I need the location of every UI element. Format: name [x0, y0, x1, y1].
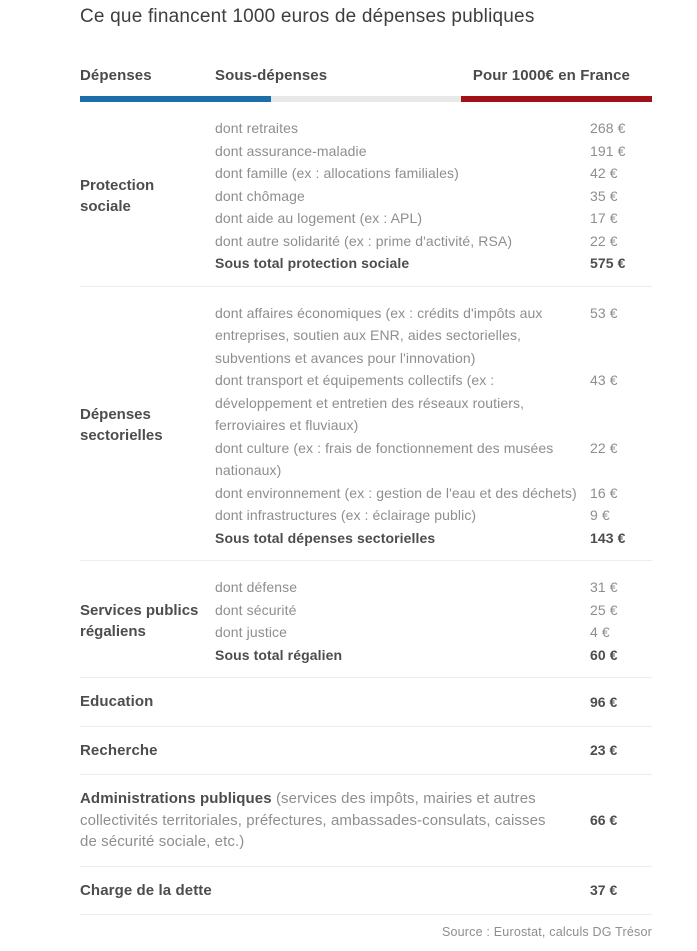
column-header-pour-1000-euros: Pour 1000€ en France — [472, 67, 630, 84]
sub-expense-label: dont aide au logement (ex : APL) — [215, 210, 423, 226]
header-underline-blue-segment — [80, 96, 271, 102]
row-administrations-publiques — [80, 775, 652, 867]
expense-value: 9 € — [590, 507, 610, 523]
section-rows — [215, 117, 652, 275]
expense-value: 25 € — [590, 601, 618, 618]
sub-expense-label: dont transport et équipements collectifs (ex : développement et entretien des réseaux routiers, ferroviaires et fluviaux) — [215, 372, 525, 433]
expense-value: 43 € — [590, 372, 618, 388]
expense-value: 16 € — [590, 484, 618, 501]
sub-expense-label: dont autre solidarité (ex : prime d'activité, RSA) — [215, 232, 513, 249]
expense-category-label — [80, 740, 590, 762]
header-underline-bar — [80, 96, 652, 102]
section-depenses-sectorielles — [80, 287, 652, 562]
expense-category-label-text: Education — [80, 693, 154, 710]
table-row — [215, 599, 652, 622]
expense-category-label — [80, 788, 590, 853]
section-rows — [215, 576, 652, 666]
expense-value: 22 € — [590, 439, 618, 456]
sub-expense-label: dont affaires économiques (ex : crédits d'impôts aux entreprises, soutien aux ENR, aides sectorielles, subventions et avances pour l'innovation) — [215, 304, 543, 366]
expense-category-label-text: Administrations publiques — [80, 790, 272, 807]
sub-expense-label: dont famille (ex : allocations familiales) — [215, 165, 459, 181]
section-services-publics-regaliens — [80, 561, 652, 678]
section-rows — [215, 302, 652, 550]
category-label: Services publics régaliens — [80, 602, 199, 640]
expense-category-label-text: Recherche — [80, 741, 158, 759]
subtotal-value: 60 € — [590, 646, 618, 663]
table-row — [215, 230, 652, 253]
table-row — [215, 504, 652, 527]
row-education — [80, 678, 652, 727]
expense-value: 17 € — [590, 210, 618, 226]
subtotal-label: Sous total régalien — [215, 646, 343, 663]
expense-value: 4 € — [590, 624, 610, 640]
expense-value: 96 € — [590, 693, 618, 710]
subtotal-value: 143 € — [590, 529, 626, 546]
table-row — [215, 162, 652, 185]
sub-expense-label: dont défense — [215, 579, 298, 595]
sub-expense-label: dont culture (ex : frais de fonctionnement des musées nationaux) — [215, 439, 554, 478]
sub-expense-label: dont justice — [215, 624, 288, 640]
table-row — [215, 117, 652, 140]
row-recherche — [80, 727, 652, 776]
expense-value: 66 € — [590, 812, 618, 829]
sub-expense-label: dont environnement (ex : gestion de l'eau et des déchets) — [215, 484, 577, 501]
sub-expense-label: dont retraites — [215, 120, 299, 136]
sub-expense-label: dont infrastructures (ex : éclairage public) — [215, 507, 477, 523]
expense-category-label-text: Charge de la dette — [80, 881, 212, 899]
table-row — [215, 576, 652, 599]
table-row — [215, 140, 652, 163]
table-row — [215, 482, 652, 505]
sub-expense-label: dont assurance-maladie — [215, 142, 367, 159]
table-row — [215, 369, 652, 437]
sub-expense-label: dont sécurité — [215, 601, 297, 618]
row-charge-de-la-dette — [80, 867, 652, 916]
subtotal-row — [215, 644, 652, 667]
category-label: Dépenses sectorielles — [80, 406, 163, 445]
expense-value: 37 € — [590, 882, 618, 899]
expense-category-detail: (services des impôts, mairies et autres collectivités territoriales, préfectures, ambassades-consulats, caisses de sécurité sociale, etc.) — [80, 790, 546, 850]
header-underline-gray-segment — [271, 96, 462, 102]
subtotal-row — [215, 527, 652, 550]
subtotal-row — [215, 252, 652, 275]
table-row — [215, 437, 652, 482]
expense-value: 53 € — [590, 304, 618, 321]
column-header-depenses: Dépenses — [80, 67, 152, 84]
sub-expense-label: dont chômage — [215, 187, 305, 204]
expense-value: 42 € — [590, 165, 618, 181]
page-title: Ce que financent 1000 euros de dépenses publiques — [80, 6, 535, 27]
category-label: Protection sociale — [80, 176, 155, 215]
expense-value: 191 € — [590, 142, 626, 159]
expense-value: 22 € — [590, 232, 618, 249]
spending-table-figure — [80, 0, 652, 941]
header-underline-red-segment — [461, 96, 652, 102]
expense-value: 23 € — [590, 742, 618, 759]
table-header-row — [80, 67, 652, 84]
table-row — [215, 185, 652, 208]
source-attribution: Source : Eurostat, calculs DG Trésor — [441, 925, 652, 939]
subtotal-label: Sous total protection sociale — [215, 255, 410, 271]
expense-category-label — [80, 691, 590, 713]
table-row — [215, 207, 652, 230]
table-row — [215, 302, 652, 370]
column-header-sous-depenses: Sous-dépenses — [215, 67, 328, 84]
expense-value: 31 € — [590, 579, 618, 595]
subtotal-value: 575 € — [590, 255, 626, 271]
section-protection-sociale — [80, 102, 652, 287]
subtotal-label: Sous total dépenses sectorielles — [215, 529, 436, 546]
expense-value: 35 € — [590, 187, 618, 204]
table-row — [215, 621, 652, 644]
expense-category-label — [80, 880, 590, 902]
expense-value: 268 € — [590, 120, 626, 136]
